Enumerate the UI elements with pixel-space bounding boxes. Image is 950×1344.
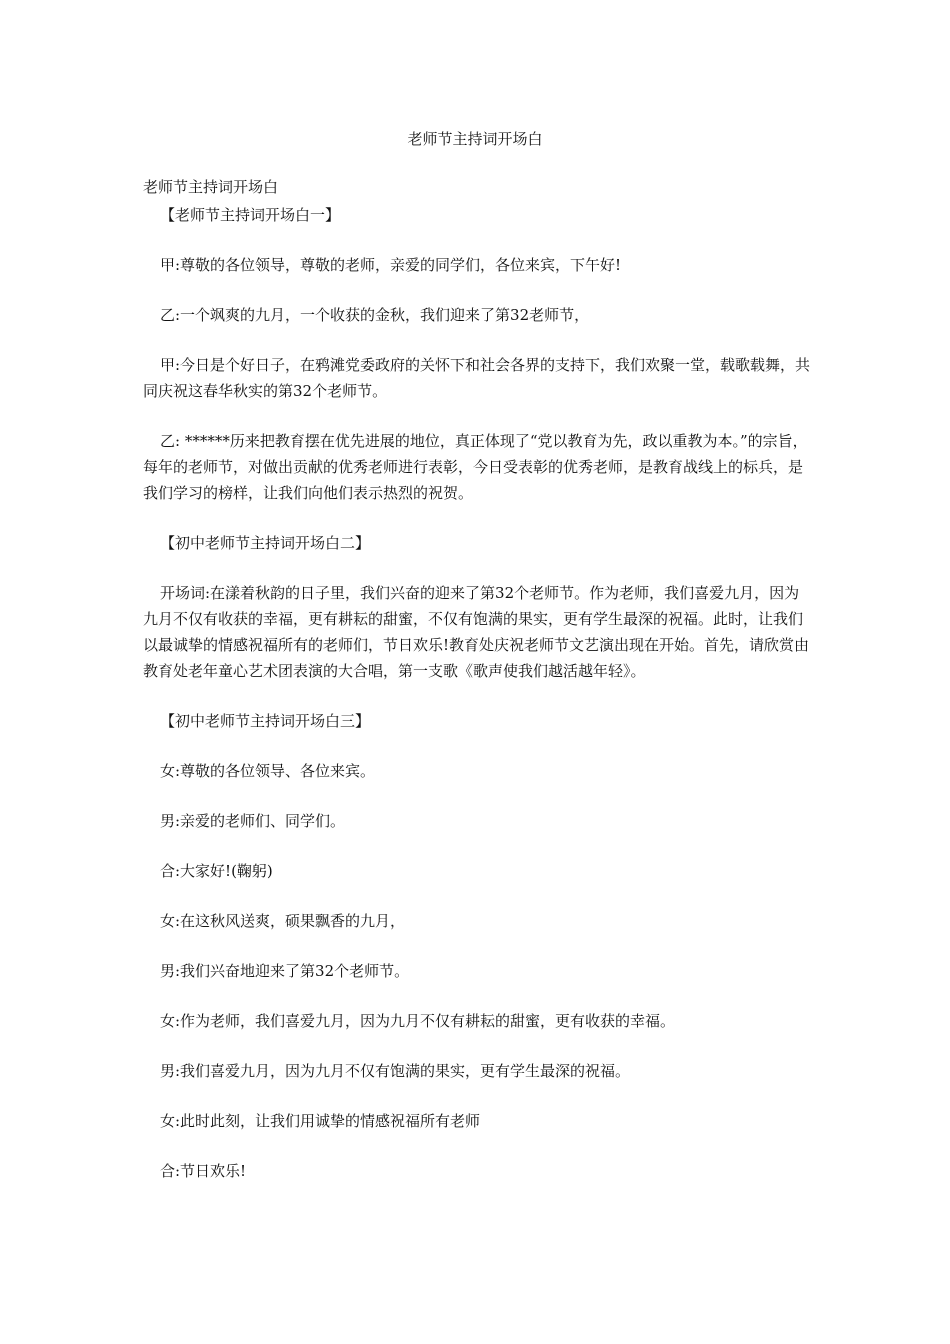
document-body xyxy=(143,176,813,1184)
paragraph: 乙: ******历来把教育摆在优先进展的地位，真正体现了“党以教育为先，政以重教为本。”的宗旨，每年的老师节，对做出贡献的优秀老师进行表彰，今日受表彰的优秀老师，是教育战线上的标兵，是我们学习的榜样，让我们向他们表示热烈的祝贺。 xyxy=(143,432,808,502)
paragraph: 甲:尊敬的各位领导，尊敬的老师，亲爱的同学们，各位来宾，下午好! xyxy=(160,256,622,274)
paragraph: 乙:一个飒爽的九月，一个收获的金秋，我们迎来了第32老师节， xyxy=(160,306,590,324)
paragraph: 甲:今日是个好日子，在鸦滩党委政府的关怀下和社会各界的支持下，我们欢聚一堂，载歌载舞，共同庆祝这春华秋实的第32个老师节。 xyxy=(143,356,811,400)
document-subtitle: 老师节主持词开场白 xyxy=(143,178,279,196)
dialogue-line: 合:大家好!(鞠躬) xyxy=(160,862,273,880)
paragraph: 开场词:在漾着秋韵的日子里，我们兴奋的迎来了第32个老师节。作为老师，我们喜爱九月，因为九月不仅有收获的幸福，更有耕耘的甜蜜，不仅有饱满的果实，更有学生最深的祝福。此时，让我们以最诚挚的情感祝福所有的老师们，节日欢乐!教育处庆祝老师节文艺演出现在开始。首先，请欣赏由教育处老年童心艺术团表演的大合唱，第一支歌《歌声使我们越活越年轻》。 xyxy=(143,584,810,680)
section-heading-1: 【老师节主持词开场白一】 xyxy=(160,206,341,224)
document-title: 老师节主持词开场白 xyxy=(407,130,543,148)
dialogue-line: 女:在这秋风送爽，硕果飘香的九月， xyxy=(160,912,406,930)
dialogue-line: 男:我们兴奋地迎来了第32个老师节。 xyxy=(160,962,410,980)
dialogue-line: 合:节日欢乐! xyxy=(160,1162,247,1180)
section-heading-2: 【初中老师节主持词开场白二】 xyxy=(160,534,371,552)
dialogue-line: 男:我们喜爱九月，因为九月不仅有饱满的果实，更有学生最深的祝福。 xyxy=(160,1062,631,1080)
dialogue-line: 男:亲爱的老师们、同学们。 xyxy=(160,812,346,830)
dialogue-line: 女:此时此刻，让我们用诚挚的情感祝福所有老师 xyxy=(160,1112,481,1130)
dialogue-line: 女:作为老师，我们喜爱九月，因为九月不仅有耕耘的甜蜜，更有收获的幸福。 xyxy=(160,1012,676,1030)
section-heading-3: 【初中老师节主持词开场白三】 xyxy=(160,712,371,730)
dialogue-line: 女:尊敬的各位领导、各位来宾。 xyxy=(160,762,376,780)
